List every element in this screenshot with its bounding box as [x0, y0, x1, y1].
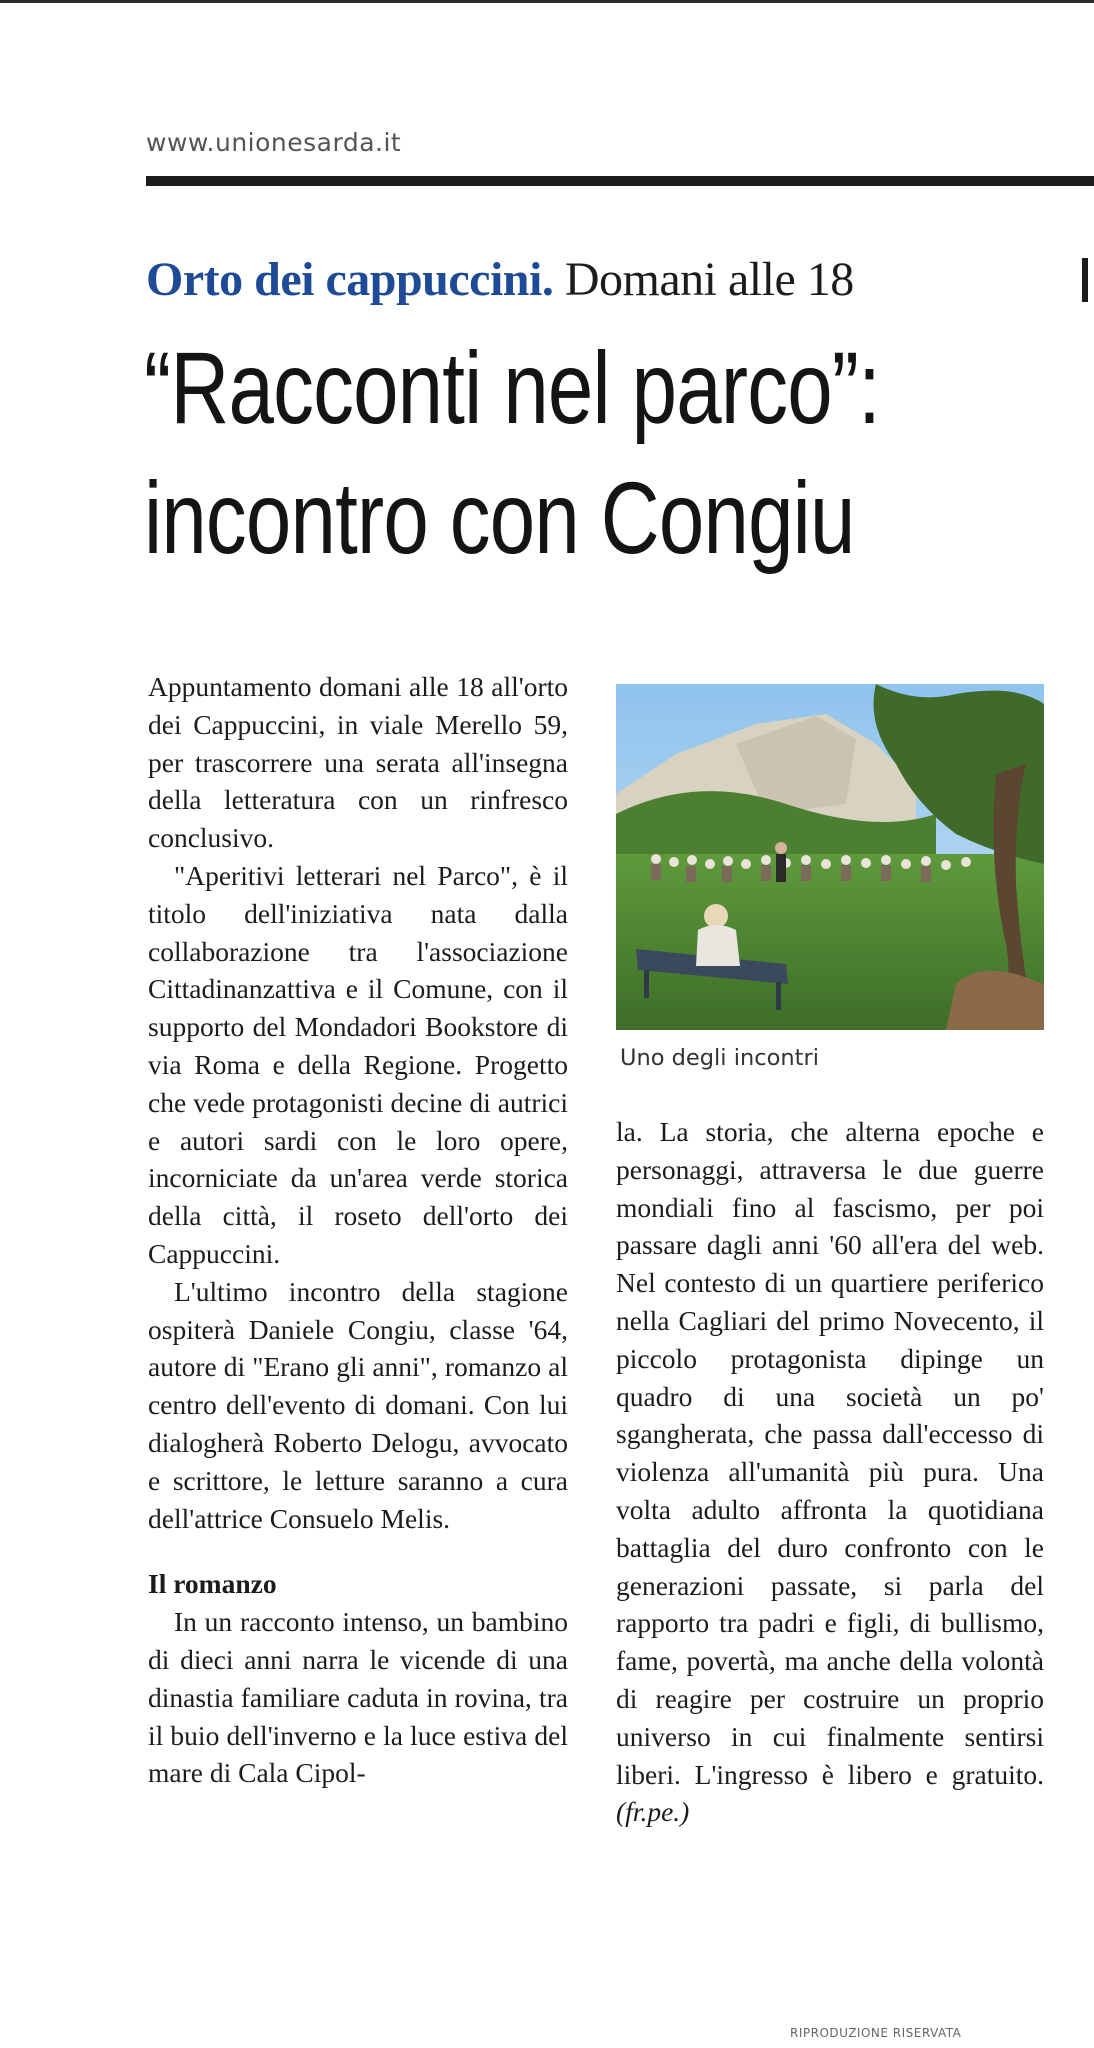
headline-line-1: “Racconti nel parco”:: [144, 331, 881, 445]
photo-caption: Uno degli incontri: [620, 1045, 819, 1071]
copyright-notice: RIPRODUZIONE RISERVATA: [790, 2026, 962, 2040]
kicker-time: Domani alle 18: [553, 253, 854, 306]
article-kicker: [146, 252, 854, 307]
page-top-border: [0, 0, 1094, 3]
byline: (fr.pe.): [616, 1796, 690, 1828]
paragraph-1: Appuntamento domani alle 18 all'orto dei Cappuccini, in viale Merello 59, per trascorrere una serata all'insegna della letteratura con un rinfresco conclusivo.: [148, 671, 568, 854]
kicker-topic: Orto dei cappuccini.: [146, 253, 554, 306]
right-column: [616, 1113, 1044, 1831]
left-column: [148, 668, 568, 1792]
paragraph-3: L'ultimo incontro della stagione ospiterà Daniele Congiu, classe '64, autore di "Erano gli anni", romanzo al centro dell'evento di domani. Con lui dialogherà Roberto Delogu, avvocato e scrittore, le letture saranno a cura dell'attrice Consuelo Melis.: [148, 1275, 568, 1534]
header-rule: [146, 176, 1094, 186]
continued-paragraph-text: la. La storia, che alterna epoche e personaggi, attraversa le due guerre mondiali fino al fascismo, per poi passare dagli anni '60 all'era del web. Nel contesto di un quartiere periferico nella Cagliari del primo Novecento, il piccolo protagonista dipinge un quadro di una società un po' sgangherata, che passa dall'eccesso di violenza all'umanità più pura. Una volta adulto affronta la quotidiana battaglia del duro confronto con le generazioni passate, si parla del rapporto tra padri e figli, di bullismo, fame, povertà, ma anche della volontà di reagire per costruire un proprio universo in cui finalmente sentirsi liberi. L'ingresso è libero e gratuito.: [616, 1116, 1044, 1790]
continued-paragraph: [616, 1113, 1044, 1831]
section-paragraph: In un racconto intenso, un bambino di dieci anni narra le vicende di una dinastia familiare caduta in rovina, tra il buio dell'inverno e la luce estiva del mare di Cala Cipol-: [148, 1606, 568, 1789]
paragraph-2: "Aperitivi letterari nel Parco", è il titolo dell'iniziativa nata dalla collaborazione tra l'associazione Cittadinanzattiva e il Comune, con il supporto del Mondadori Bookstore di via Roma e della Regione. Progetto che vede protagonisti decine di autrici e autori sardi con le loro opere, incorniciate da un'area verde storica della città, il roseto dell'orto dei Cappuccini.: [148, 859, 568, 1269]
section-heading: Il romanzo: [148, 1568, 277, 1600]
adjacent-column-edge: [1082, 258, 1088, 302]
headline-line-2: incontro con Congiu: [144, 461, 855, 575]
site-url: www.unionesarda.it: [146, 128, 402, 157]
article-photo: [616, 684, 1044, 1030]
